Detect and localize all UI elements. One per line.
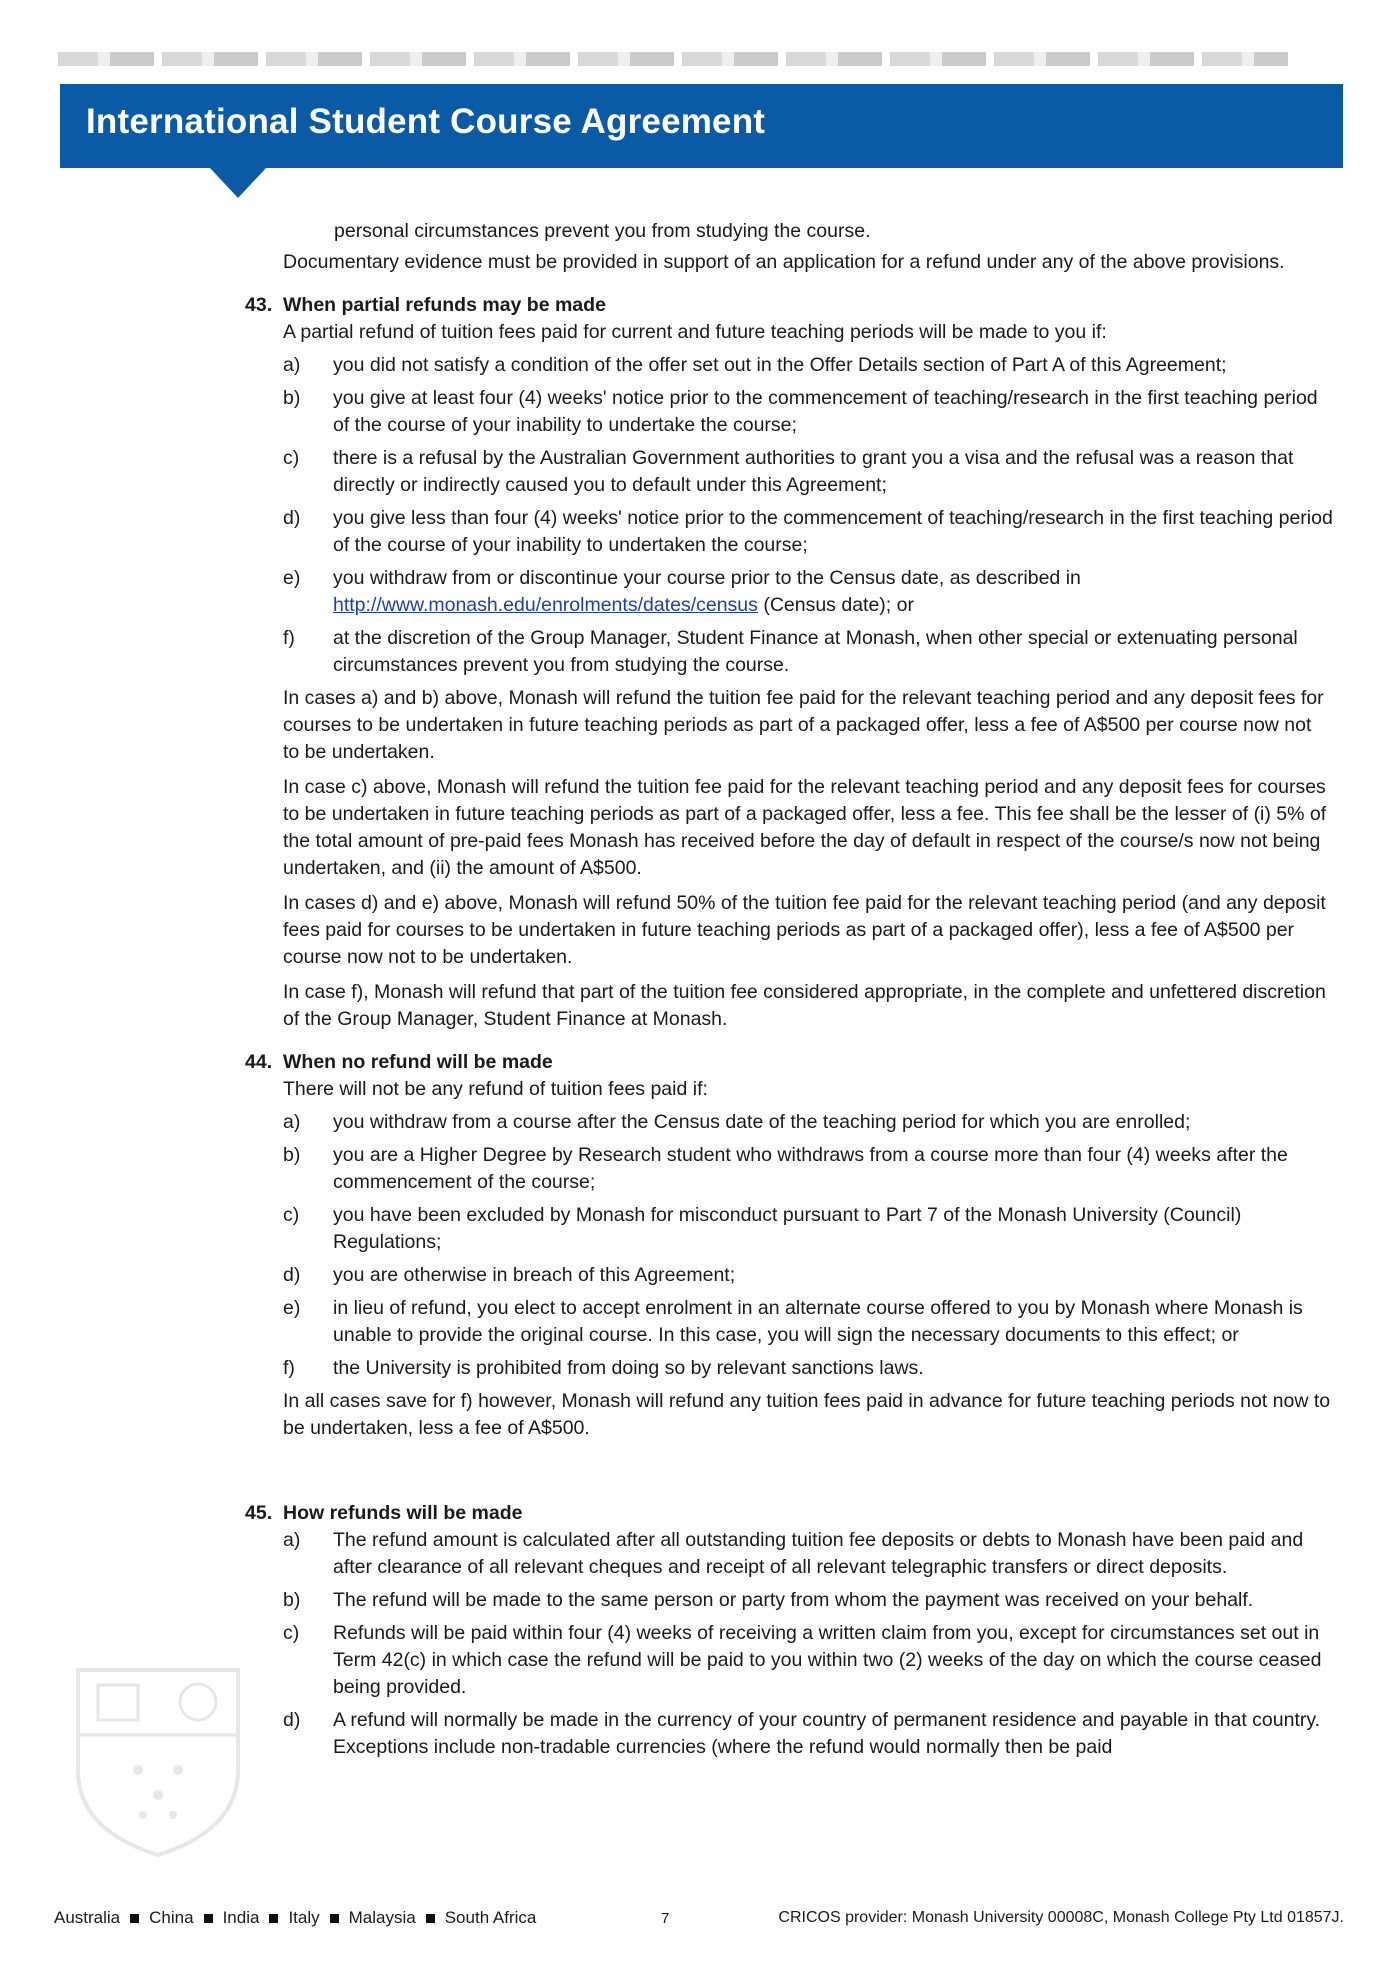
list-item [283, 565, 1333, 619]
paragraph: In all cases save for f) however, Monash will refund any tuition fees paid in advance for future teaching periods not now to be undertaken, less a fee of A$500. [283, 1390, 1331, 1439]
section-43 [0, 292, 1400, 1033]
list-item [283, 1620, 1333, 1701]
spacer [0, 1450, 1400, 1484]
list-item [283, 1262, 1333, 1289]
country-list [54, 1908, 536, 1928]
item-letter: d) [283, 507, 301, 529]
list-item [283, 385, 1333, 439]
item-text: Refunds will be paid within four (4) weeks of receiving a written claim from you, except for circumstances set out in Term 42(c) in which case the refund will be paid to you within two (2) weeks of the day on which the course ceased being provided. [333, 1622, 1322, 1698]
square-bullet-icon [204, 1914, 213, 1923]
square-bullet-icon [269, 1914, 278, 1923]
section-number: 44. [245, 1051, 273, 1073]
list-item [283, 1587, 1333, 1614]
item-text: The refund will be made to the same person or party from whom the payment was received on your behalf. [333, 1589, 1254, 1611]
item-text: there is a refusal by the Australian Government authorities to grant you a visa and the refusal was a reason that directly or indirectly caused you to default under this Agreement; [333, 447, 1294, 496]
section-title: How refunds will be made [283, 1502, 523, 1524]
banner-notch [210, 168, 266, 198]
item-text: you are a Higher Degree by Research student who withdraws from a course more than four (4) weeks after the commencement of the course; [333, 1144, 1288, 1193]
square-bullet-icon [130, 1914, 139, 1923]
country: Malaysia [348, 1908, 416, 1927]
item-letter: d) [283, 1264, 301, 1286]
item-letter: b) [283, 387, 301, 409]
item-text-after: (Census date); or [757, 594, 914, 616]
section-number: 45. [245, 1502, 273, 1524]
square-bullet-icon [426, 1914, 435, 1923]
item-letter: c) [283, 447, 300, 469]
list-item [283, 1707, 1333, 1761]
page-number: 7 [661, 1909, 670, 1927]
header-strip [58, 52, 1288, 66]
section-heading [245, 292, 1400, 319]
country: South Africa [444, 1908, 537, 1927]
document-body [0, 218, 1400, 1767]
item-letter: a) [283, 1111, 301, 1133]
item-text: you are otherwise in breach of this Agreement; [333, 1264, 736, 1286]
item-text: you did not satisfy a condition of the offer set out in the Offer Details section of Part A of this Agreement; [333, 354, 1227, 376]
country: Italy [288, 1908, 320, 1927]
item-letter: f) [283, 1357, 295, 1379]
item-text: A refund will normally be made in the currency of your country of permanent residence and payable in that country. Exceptions include non-tradable currencies (where the refund would normally then be paid [333, 1709, 1321, 1758]
documentary-evidence-note: Documentary evidence must be provided in support of an application for a refund under any of the above provisions. [283, 251, 1285, 273]
list-item [283, 1295, 1333, 1349]
section-title: When partial refunds may be made [283, 294, 606, 316]
item-letter: e) [283, 567, 301, 589]
item-letter: f) [283, 627, 295, 649]
item-text: at the discretion of the Group Manager, Student Finance at Monash, when other special or extenuating personal circumstances prevent you from studying the course. [333, 627, 1298, 676]
list-item [283, 1355, 1333, 1382]
item-text-before: you withdraw from or discontinue your course prior to the Census date, as described in [333, 567, 1081, 589]
page-footer [54, 1908, 1344, 1928]
item-letter: a) [283, 1529, 301, 1551]
item-text: you have been excluded by Monash for misconduct pursuant to Part 7 of the Monash University (Council) Regulations; [333, 1204, 1242, 1253]
list-item [283, 1527, 1333, 1581]
item-text [333, 565, 1333, 619]
cricos-provider: CRICOS provider: Monash University 00008C, Monash College Pty Ltd 01857J. [778, 1909, 1344, 1926]
item-letter: b) [283, 1589, 301, 1611]
continued-item: personal circumstances prevent you from studying the course. [334, 220, 871, 242]
paragraph: In cases a) and b) above, Monash will refund the tuition fee paid for the relevant teaching period and any deposit fees for courses to be undertaken in future teaching periods as part of a packaged offer, less a fee of A$500 per course now not to be undertaken. [283, 687, 1324, 763]
item-letter: b) [283, 1144, 301, 1166]
item-text: you give less than four (4) weeks' notice prior to the commencement of teaching/research in the first teaching period of the course of your inability to undertaken the course; [333, 507, 1333, 556]
list-item [283, 1109, 1333, 1136]
item-text: in lieu of refund, you elect to accept enrolment in an alternate course offered to you by Monash where Monash is unable to provide the original course. In this case, you will sign the necessary documents to this effect; or [333, 1297, 1303, 1346]
item-text: the University is prohibited from doing so by relevant sanctions laws. [333, 1357, 924, 1379]
section-number: 43. [245, 294, 273, 316]
item-text: you give at least four (4) weeks' notice prior to the commencement of teaching/research in the first teaching period of the course of your inability to undertake the course; [333, 387, 1318, 436]
list-item [283, 505, 1333, 559]
list-item [283, 1202, 1333, 1256]
section-intro: There will not be any refund of tuition fees paid if: [283, 1078, 708, 1100]
section-heading [245, 1500, 1400, 1527]
paragraph: In case f), Monash will refund that part of the tuition fee considered appropriate, in the complete and unfettered discretion of the Group Manager, Student Finance at Monash. [283, 981, 1326, 1030]
section-intro: A partial refund of tuition fees paid for current and future teaching periods will be made to you if: [283, 321, 1107, 343]
paragraph: In case c) above, Monash will refund the tuition fee paid for the relevant teaching period and any deposit fees for courses to be undertaken in future teaching periods as part of a packaged offer, less a fee. This fee shall be the lesser of (i) 5% of the total amount of pre-paid fees Monash has received before the day of default in respect of the course/s now not being undertaken, and (ii) the amount of A$500. [283, 776, 1327, 879]
list-item [283, 1142, 1333, 1196]
title-banner [60, 84, 1343, 168]
item-letter: e) [283, 1297, 301, 1319]
section-heading [245, 1049, 1400, 1076]
list-item [283, 625, 1333, 679]
country: Australia [54, 1908, 121, 1927]
country: India [222, 1908, 260, 1927]
list-item [283, 352, 1333, 379]
item-letter: c) [283, 1204, 300, 1226]
page-title: International Student Course Agreement [86, 102, 766, 141]
item-letter: d) [283, 1709, 301, 1731]
census-date-link[interactable]: http://www.monash.edu/enrolments/dates/census [333, 594, 758, 616]
section-44 [0, 1049, 1400, 1442]
item-text: The refund amount is calculated after all outstanding tuition fee deposits or debts to Monash have been paid and after clearance of all relevant cheques and receipt of all relevant telegraphic transfers or direct deposits. [333, 1529, 1304, 1578]
square-bullet-icon [330, 1914, 339, 1923]
country: China [149, 1908, 194, 1927]
list-item [283, 445, 1333, 499]
item-letter: a) [283, 354, 301, 376]
paragraph: In cases d) and e) above, Monash will refund 50% of the tuition fee paid for the relevant teaching period (and any deposit fees paid for courses to be undertaken in future teaching periods as part of a packaged offer), less a fee of A$500 per course now not to be undertaken. [283, 892, 1326, 968]
section-title: When no refund will be made [283, 1051, 553, 1073]
item-letter: c) [283, 1622, 300, 1644]
university-crest-watermark [68, 1660, 248, 1860]
item-text: you withdraw from a course after the Census date of the teaching period for which you are enrolled; [333, 1111, 1191, 1133]
